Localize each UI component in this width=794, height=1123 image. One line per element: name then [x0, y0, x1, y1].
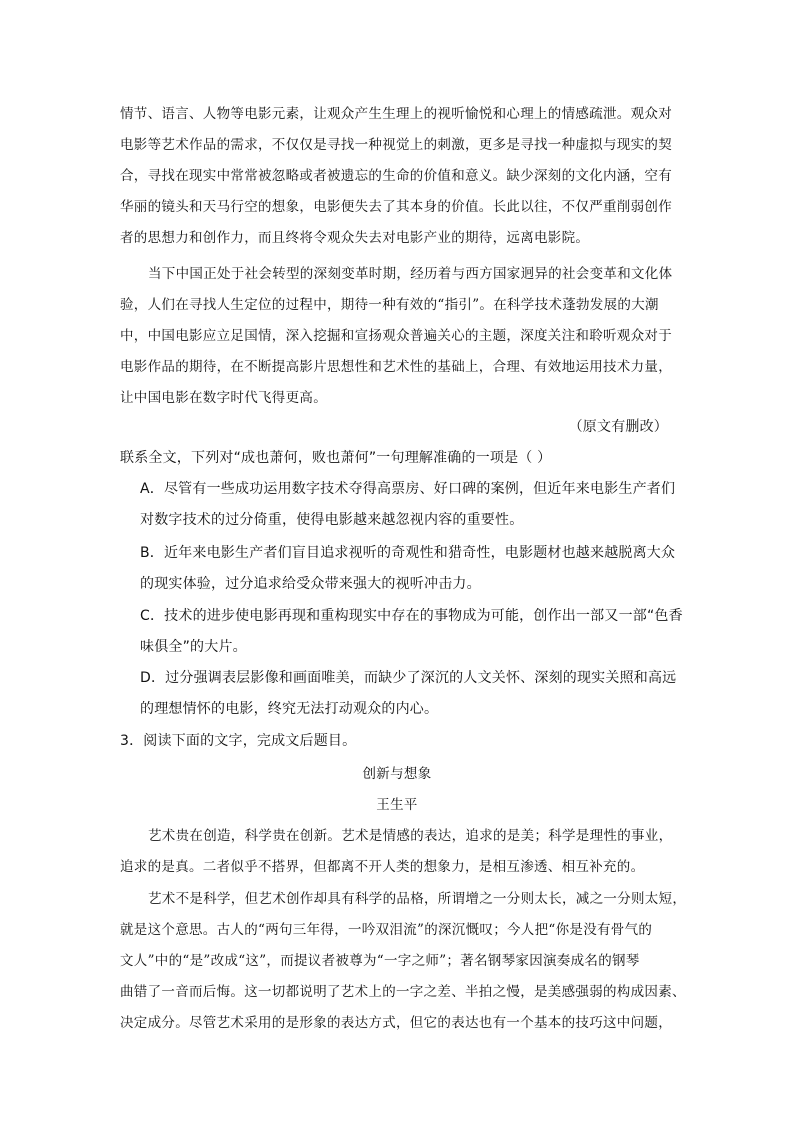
- article-p2-line-2: 就是这个意思。古人的“两句三年得，一吟双泪流”的深沉慨叹；今人把“你是没有骨气的: [120, 922, 653, 938]
- option-c-line-2: 味俱全”的大片。: [140, 639, 247, 655]
- passage-p1-line-1: 情节、语言、人物等电影元素，让观众产生生理上的视听愉悦和心理上的情感疏泄。观众对: [120, 106, 672, 122]
- article-p1-line-1: 艺术贵在创造，科学贵在创新。艺术是情感的表达，追求的是美；科学是理性的事业，: [148, 828, 673, 844]
- article-p2-line-5: 决定成分。尽管艺术采用的是形象的表达方式，但它的表达也有一个基本的技巧这中问题，: [120, 1015, 672, 1031]
- article-title: 创新与想象: [362, 766, 432, 782]
- source-note: （原文有删改）: [568, 419, 668, 435]
- article-p1-line-2: 追求的是真。二者似乎不搭界，但都离不开人类的想象力，是相互渗透、相互补充的。: [120, 859, 645, 875]
- article-author: 王生平: [376, 797, 418, 813]
- article-p2-line-1: 艺术不是科学，但艺术创作却具有科学的品格，所谓增之一分则太长，减之一分则太短，: [148, 891, 687, 907]
- passage-p2-line-3: 中，中国电影应立足国情，深入挖掘和宣扬观众普遍关心的主题，深度关注和聆听观众对于: [120, 328, 672, 344]
- section3-heading: 3．阅读下面的文字，完成文后题目。: [120, 733, 357, 749]
- passage-p2-line-1: 当下中国正处于社会转型的深刻变革时期，经历着与西方国家迥异的社会变革和文化体: [148, 266, 673, 282]
- passage-p1-line-3: 合，寻找在现实中常常被忽略或者被遗忘的生命的价值和意义。缺少深刻的文化内涵，空有: [120, 168, 672, 184]
- article-p2-line-3: 文人”中的“是”改成“这”，而提议者被尊为“一字之师”；著名钢琴家因演奏成名的钢琴: [120, 953, 640, 969]
- passage-p1-line-5: 者的思想力和创作力，而且终将令观众失去对电影产业的期待，远离电影院。: [120, 230, 590, 246]
- option-b-line-2: 的现实体验，过分追求给受众带来强大的视听冲击力。: [140, 576, 481, 592]
- option-b-line-1: B．近年来电影生产者们盲目追求视听的奇观性和猎奇性，电影题材也越来越脱离大众: [140, 545, 676, 561]
- question-stem: 联系全文，下列对“成也萧何，败也萧何”一句理解准确的一项是（ ）: [120, 450, 552, 466]
- passage-p1-line-4: 华丽的镜头和天马行空的想象，电影便失去了其本身的价值。长此以往，不仅严重削弱创作: [120, 199, 672, 215]
- article-p2-line-4: 曲错了一音而后悔。这一切都说明了艺术上的一字之差、半拍之慢，是美感强弱的构成因素、: [120, 984, 686, 1000]
- option-a-line-2: 对数字技术的过分倚重，使得电影越来越忽视内容的重要性。: [140, 512, 524, 528]
- passage-p1-line-2: 电影等艺术作品的需求，不仅仅是寻找一种视觉上的刺激，更多是寻找一种虚拟与现实的契: [120, 137, 672, 153]
- option-a-line-1: A．尽管有一些成功运用数字技术夺得高票房、好口碑的案例，但近年来电影生产者们: [140, 481, 676, 497]
- passage-p2-line-2: 验，人们在寻找人生定位的过程中，期待一种有效的“指引”。在科学技术蓬勃发展的大潮: [120, 297, 659, 313]
- passage-p2-line-5: 让中国电影在数字时代飞得更高。: [120, 390, 327, 406]
- passage-p2-line-4: 电影作品的期待，在不断提高影片思想性和艺术性的基础上，合理、有效地运用技术力量，: [120, 359, 672, 375]
- option-d-line-1: D．过分强调表层影像和画面唯美，而缺少了深沉的人文关怀、深刻的现实关照和高远: [140, 670, 677, 686]
- option-c-line-1: C．技术的进步使电影再现和重构现实中存在的事物成为可能，创作出一部又一部“色香: [140, 608, 683, 624]
- option-d-line-2: 的理想情怀的电影，终究无法打动观众的内心。: [140, 701, 439, 717]
